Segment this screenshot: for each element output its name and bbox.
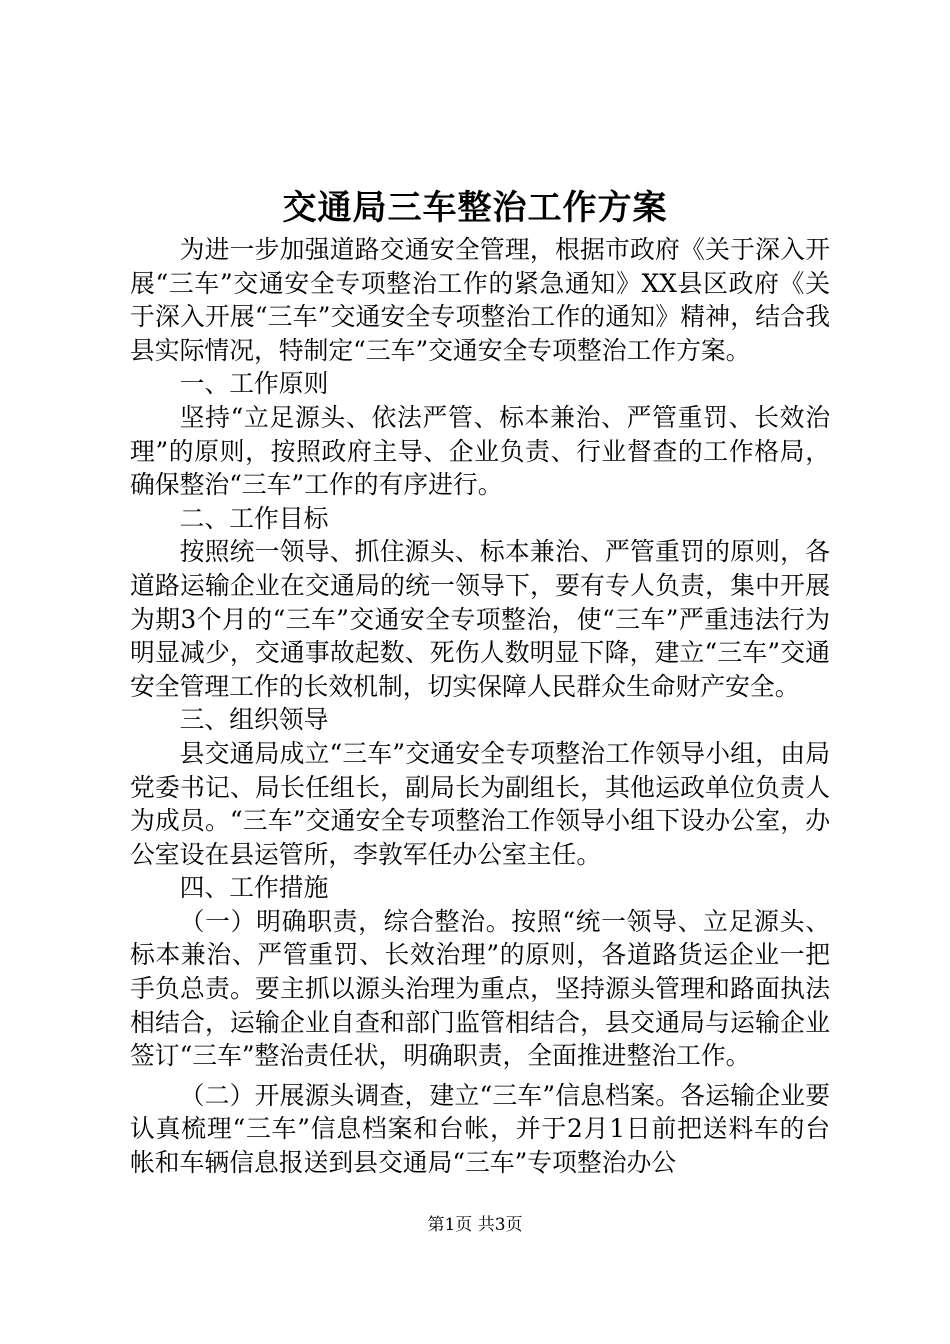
paragraph-principles: 坚持“立足源头、依法严管、标本兼治、严管重罚、长效治理”的原则，按照政府主导、企业负责、行业督查的工作格局，确保整治“三车”工作的有序进行。 [130,402,830,500]
document-body [130,233,830,1180]
paragraph-goals: 按照统一领导、抓住源头、标本兼治、严管重罚的原则，各道路运输企业在交通局的统一领导下，要有专人负责，集中开展为期3个月的“三车”交通安全专项整治，使“三车”严重违法行为明显减少，交通事故起数、死伤人数明显下降，建立“三车”交通安全管理工作的长效机制，切实保障人民群众生命财产安全。 [130,537,830,701]
heading-organization: 三、组织领导 [179,705,329,735]
paragraph-organization: 县交通局成立“三车”交通安全专项整治工作领导小组，由局党委书记、局长任组长，副局长为副组长，其他运政单位负责人为成员。“三车”交通安全专项整治工作领导小组下设办公室，办公室设在县运管所，李敦军任办公室主任。 [130,738,830,869]
heading-measures: 四、工作措施 [179,873,329,903]
document-title: 交通局三车整治工作方案 [282,188,668,228]
paragraph-measure-2: （二）开展源头调查，建立“三车”信息档案。各运输企业要认真梳理“三车”信息档案和台帐，并于2月1日前把送料车的台帐和车辆信息报送到县交通局“三车”专项整治办公 [130,1080,830,1178]
heading-goals: 二、工作目标 [179,503,329,533]
page-number-footer: 第1页 共3页 [427,1215,523,1235]
paragraph-intro: 为进一步加强道路交通安全管理，根据市政府《关于深入开展“三车”交通安全专项整治工作的紧急通知》XX县区政府《关于深入开展“三车”交通安全专项整治工作的通知》精神，结合我县实际情况，特制定“三车”交通安全专项整治工作方案。 [130,235,830,365]
heading-principles: 一、工作原则 [179,369,329,399]
paragraph-measure-1: （一）明确职责，综合整治。按照“统一领导、立足源头、标本兼治、严管重罚、长效治理”的原则，各道路货运企业一把手负总责。要主抓以源头治理为重点，坚持源头管理和路面执法相结合，运输企业自查和部门监管相结合，县交通局与运输企业签订“三车”整治责任状，明确职责，全面推进整治工作。 [130,906,830,1071]
